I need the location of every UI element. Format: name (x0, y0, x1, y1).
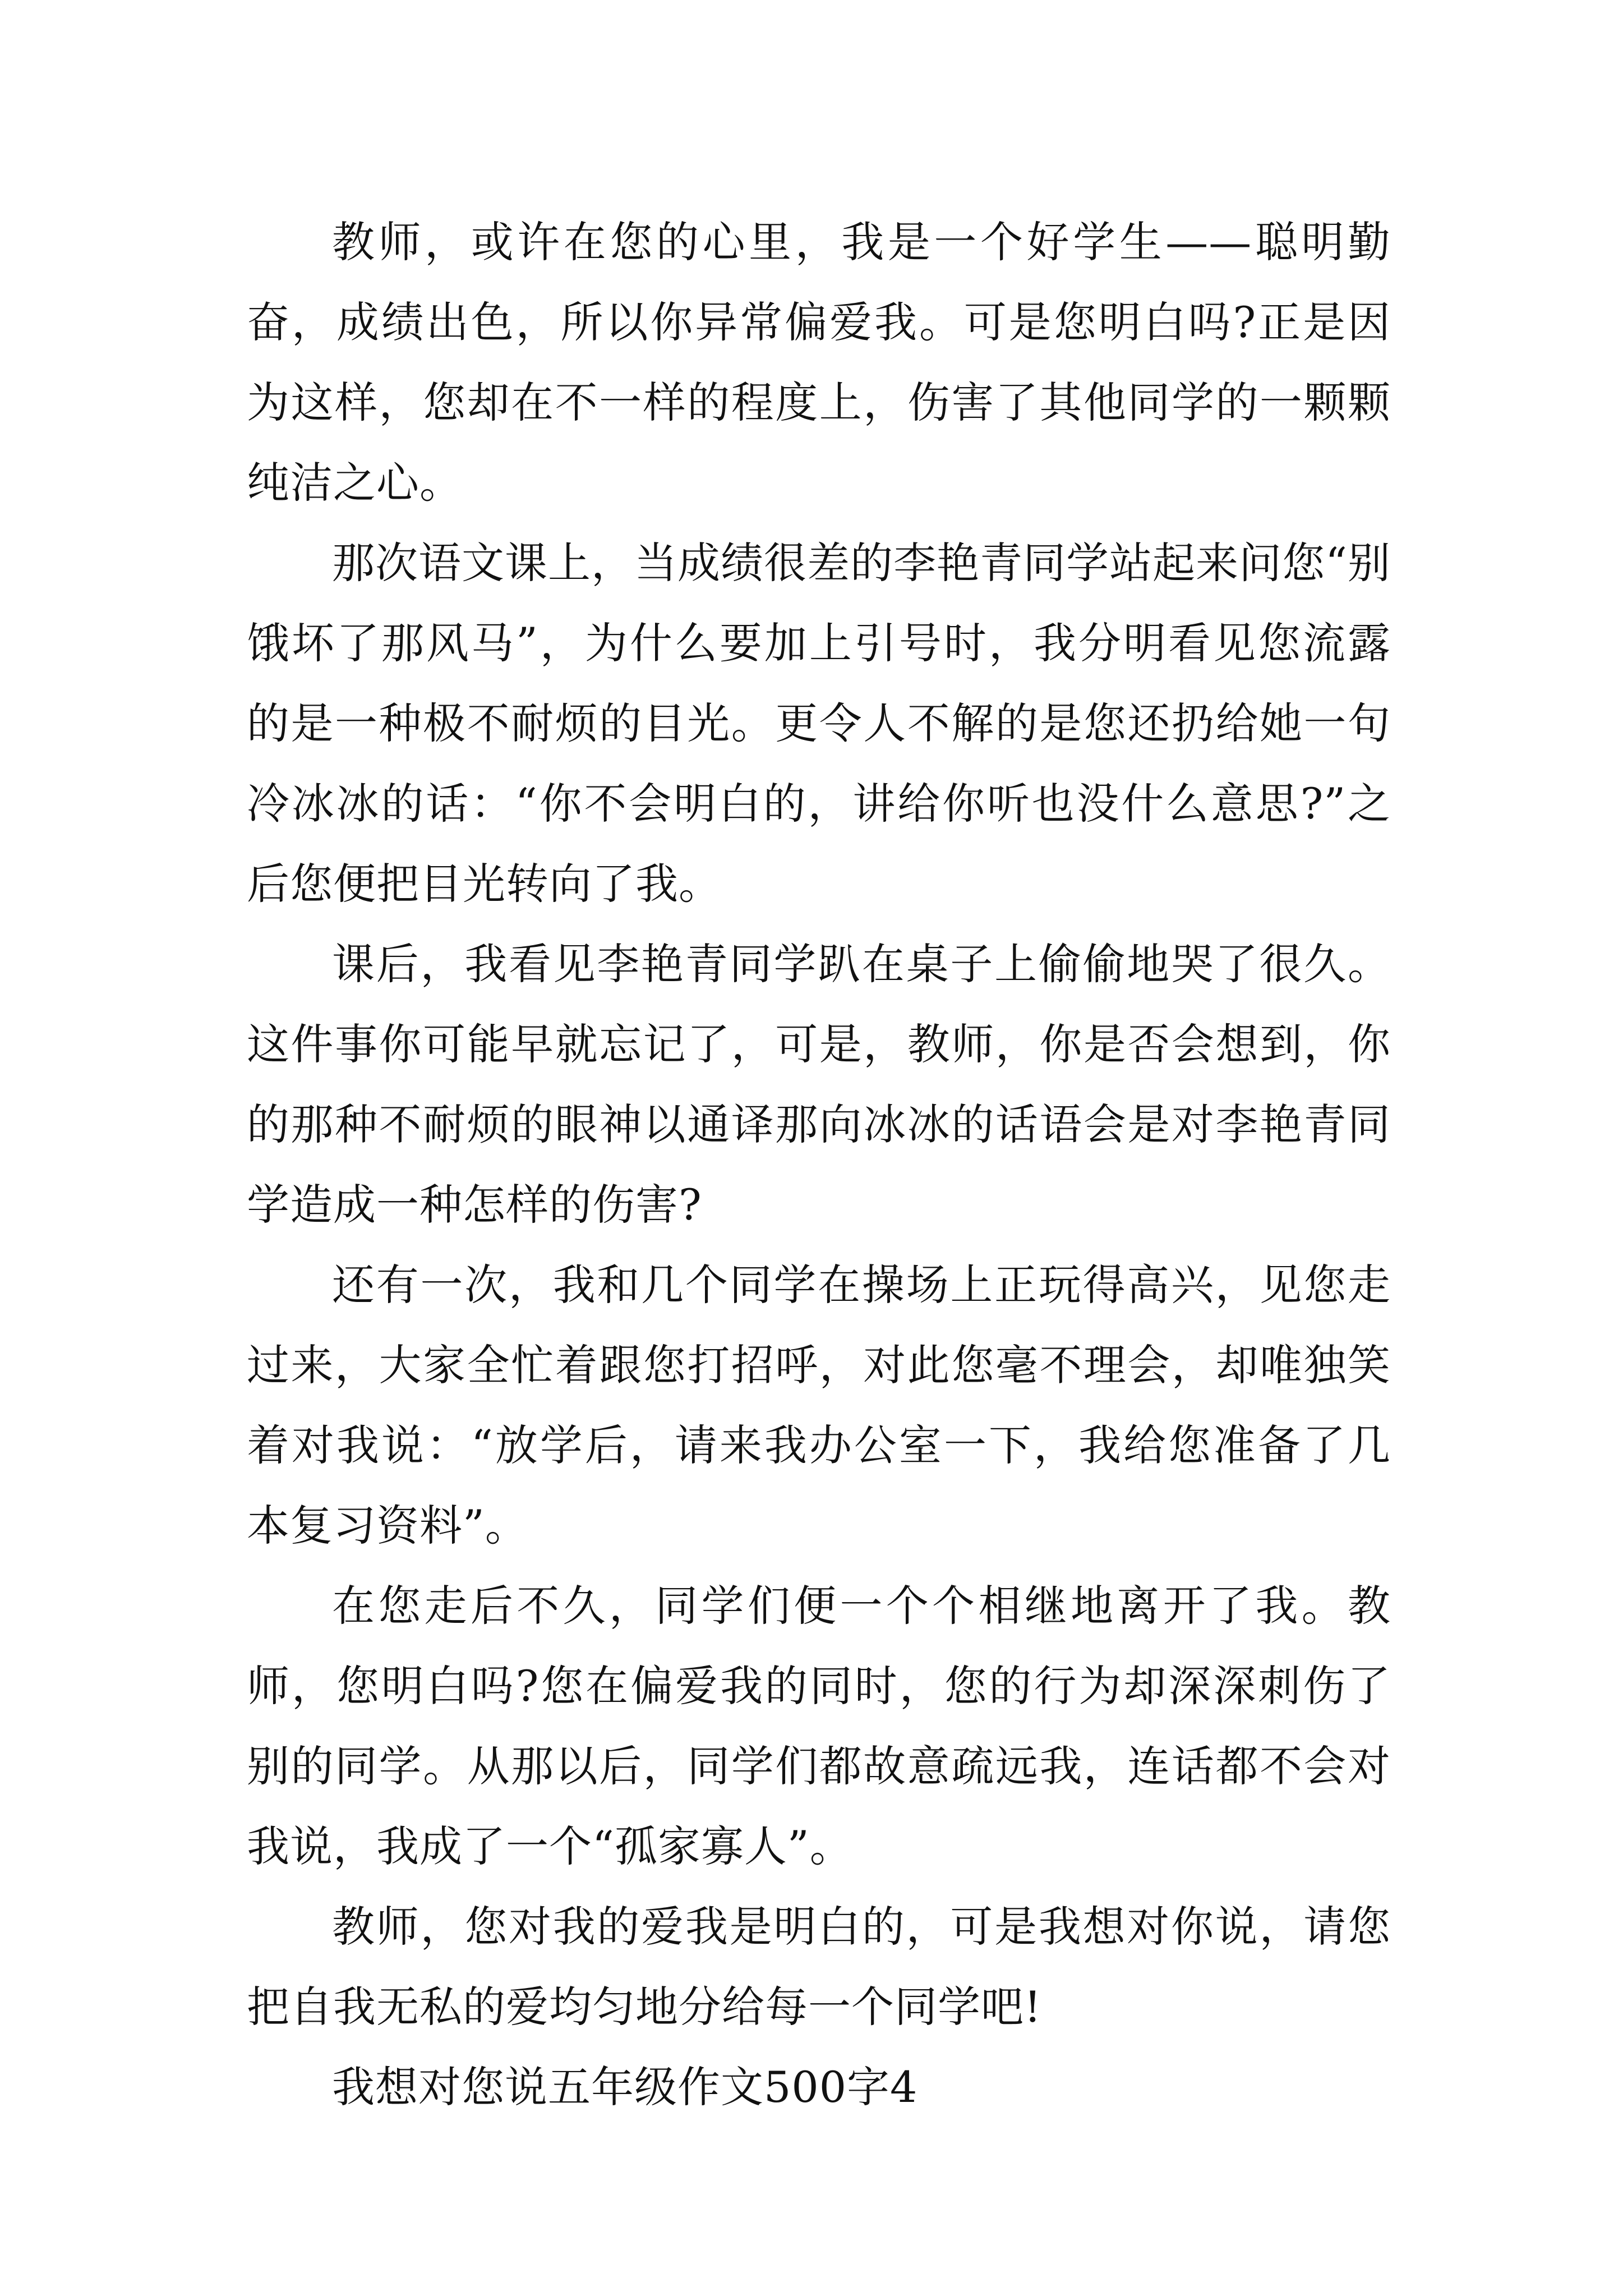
essay-body (247, 202, 1391, 2127)
paragraph-5: 在您走后不久，同学们便一个个相继地离开了我。教师，您明白吗?您在偏爱我的同时，您的行为却深深刺伤了别的同学。从那以后，同学们都故意疏远我，连话都不会对我说，我成了一个“孤家寡人”。 (247, 1581, 1391, 1871)
paragraph-2: 那次语文课上，当成绩很差的李艳青同学站起来问您“别饿坏了那风马”，为什么要加上引号时，我分明看见您流露的是一种极不耐烦的目光。更令人不解的是您还扔给她一句冷冰冰的话：“你不会明白的，讲给你听也没什么意思?”之后您便把目光转向了我。 (247, 538, 1391, 909)
paragraph-6: 教师，您对我的爱我是明白的，可是我想对你说，请您把自我无私的爱均匀地分给每一个同学吧! (247, 1902, 1391, 2032)
paragraph-4: 还有一次，我和几个同学在操场上正玩得高兴，见您走过来，大家全忙着跟您打招呼，对此您毫不理会，却唯独笑着对我说：“放学后，请来我办公室一下，我给您准备了几本复习资料”。 (247, 1260, 1391, 1550)
paragraph-1: 教师，或许在您的心里，我是一个好学生——聪明勤奋，成绩出色，所以你异常偏爱我。可是您明白吗?正是因为这样，您却在不一样的程度上，伤害了其他同学的一颗颗纯洁之心。 (247, 217, 1391, 508)
section-heading: 我想对您说五年级作文500字4 (332, 2062, 918, 2112)
paragraph-3: 课后，我看见李艳青同学趴在桌子上偷偷地哭了很久。这件事你可能早就忘记了，可是，教师，你是否会想到，你的那种不耐烦的眼神以通译那向冰冰的话语会是对李艳青同学造成一种怎样的伤害? (247, 939, 1391, 1230)
